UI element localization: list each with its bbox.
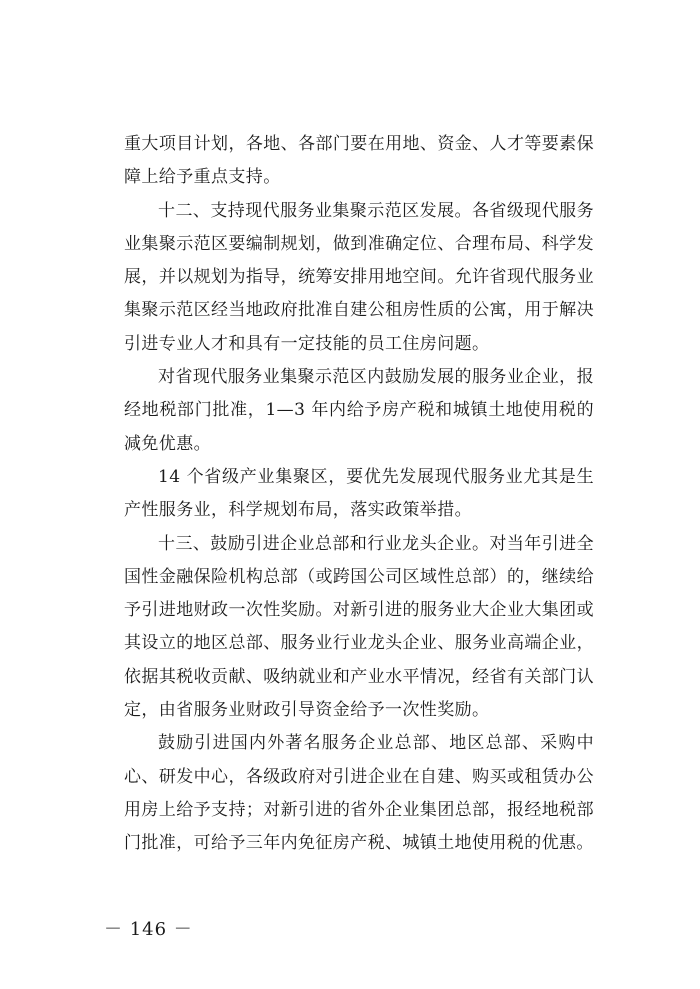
document-body xyxy=(124,128,594,861)
page-number: － 146 － xyxy=(104,919,193,940)
paragraph-5: 十三、鼓励引进企业总部和行业龙头企业。对当年引进全国性金融保险机构总部（或跨国公司区域性总部）的，继续给予引进地财政一次性奖励。对新引进的服务业大企业大集团或其设立的地区总部、服务业行业龙头企业、服务业高端企业，依据其税收贡献、吸纳就业和产业水平情况，经省有关部门认定，由省服务业财政引导资金给予一次性奖励。 xyxy=(124,533,594,721)
paragraph-1: 重大项目计划，各地、各部门要在用地、资金、人才等要素保障上给予重点支持。 xyxy=(124,134,594,188)
paragraph-2: 十二、支持现代服务业集聚示范区发展。各省级现代服务业集聚示范区要编制规划，做到准确定位、合理布局、科学发展，并以规划为指导，统筹安排用地空间。允许省现代服务业集聚示范区经当地政府批准自建公租房性质的公寓，用于解决引进专业人才和具有一定技能的员工住房问题。 xyxy=(124,200,594,354)
paragraph-3: 对省现代服务业集聚示范区内鼓励发展的服务业企业，报经地税部门批准，1—3 年内给予房产税和城镇土地使用税的减免优惠。 xyxy=(124,367,594,454)
paragraph-6: 鼓励引进国内外著名服务企业总部、地区总部、采购中心、研发中心，各级政府对引进企业在自建、购买或租赁办公用房上给予支持；对新引进的省外企业集团总部，报经地税部门批准，可给予三年内免征房产税、城镇土地使用税的优惠。 xyxy=(124,733,594,854)
paragraph-4: 14 个省级产业集聚区，要优先发展现代服务业尤其是生产性服务业，科学规划布局，落实政策举措。 xyxy=(124,466,594,521)
